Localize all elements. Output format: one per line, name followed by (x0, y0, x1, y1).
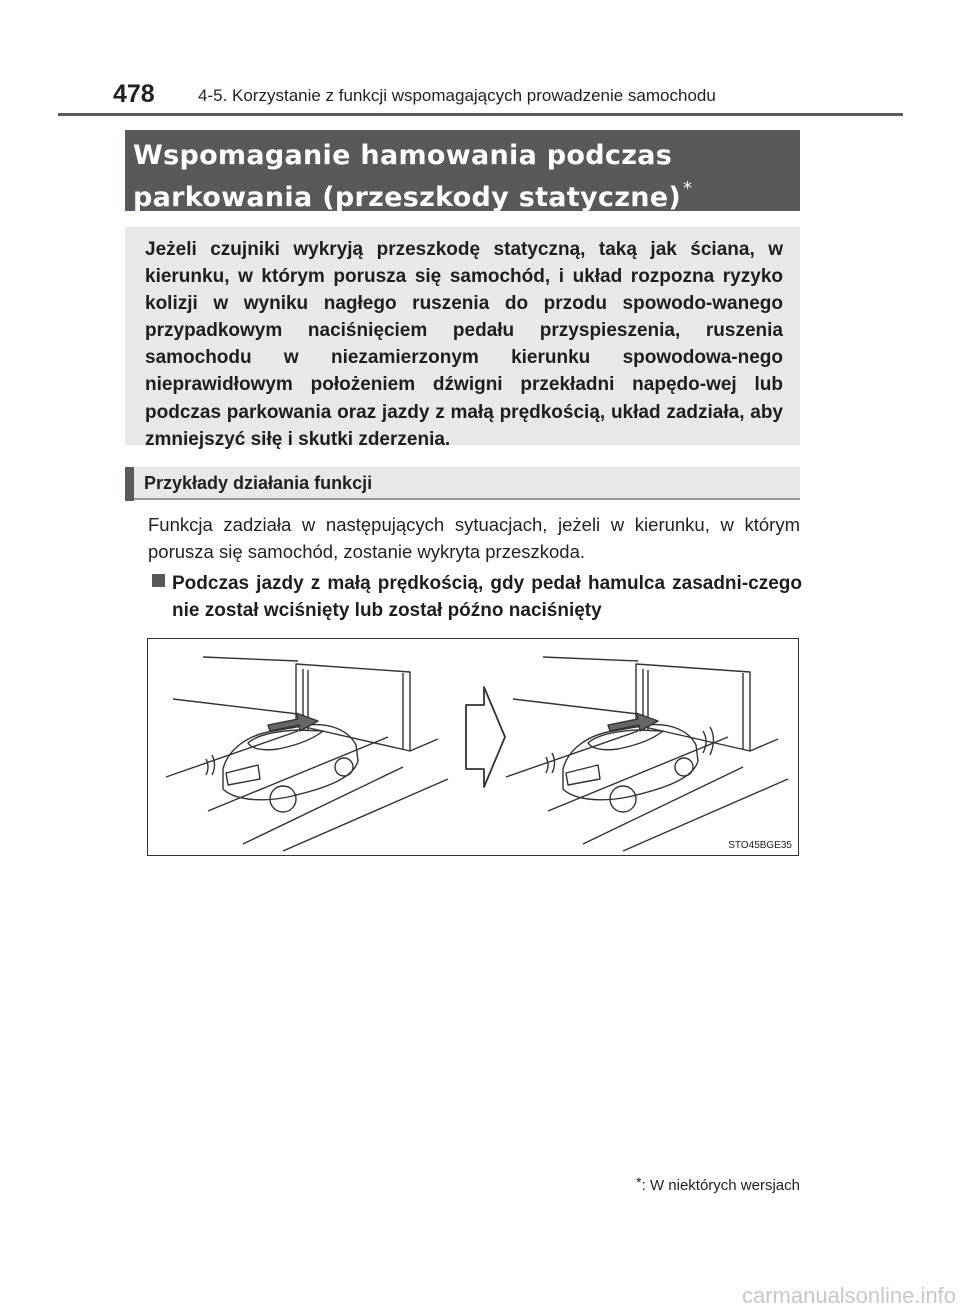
subsection-heading (125, 467, 800, 501)
parking-illustration (148, 639, 798, 855)
bullet-square-icon (152, 574, 165, 587)
figure-code: STO45BGE35 (728, 840, 792, 851)
subsection-heading-text: Przykłady działania funkcji (144, 473, 373, 493)
scene-before (166, 657, 448, 851)
bullet-text: Podczas jazdy z małą prędkością, gdy pedał hamulca zasadni-czego nie został wciśnięty lub został późno naciśnięty (172, 573, 802, 621)
watermark: carmanualsonline.info (741, 1283, 956, 1308)
illustration-frame (147, 638, 799, 856)
body-paragraph: Funkcja zadziała w następujących sytuacjach, jeżeli w kierunku, w którym porusza się samochód, zostanie wykryta przeszkoda. (148, 514, 800, 562)
footnote (636, 1174, 800, 1194)
page-number: 478 (113, 80, 155, 108)
scene-after (506, 657, 788, 851)
bullet-item (152, 570, 802, 624)
heading-accent-bar (125, 467, 134, 501)
page-header (0, 0, 960, 118)
footnote-text: : W niektórych wersjach (641, 1177, 800, 1194)
title-line-1: Wspomaganie hamowania podczas (133, 140, 673, 171)
title-line-2: parkowania (przeszkody statyczne) (133, 182, 682, 213)
chapter-title: 4-5. Korzystanie z funkcji wspomagających prowadzenie samochodu (198, 86, 716, 105)
intro-paragraph: Jeżeli czujniki wykryją przeszkodę statyczną, taką jak ściana, w kierunku, w którym porusza się samochód, i układ rozpozna ryzyko kolizji w wyniku nagłego ruszenia do przodu spowodo-wanego przypadkowym naciśnięciem pedału przyspieszenia, ruszenia samochodu w niezamierzonym kierunku spowodowa-nego nieprawidłowym położeniem dźwigni przekładni napędo-wej lub podczas parkowania oraz jazdy z małą prędkością, układ zadziała, aby zmniejszyć siłę i skutki zderzenia. (125, 227, 800, 445)
section-title-box (125, 130, 800, 211)
title-asterisk: * (683, 178, 693, 199)
section-title (133, 139, 790, 214)
footnote-asterisk: * (636, 1174, 642, 1190)
transition-arrow-icon (466, 687, 505, 787)
header-divider (58, 113, 903, 116)
